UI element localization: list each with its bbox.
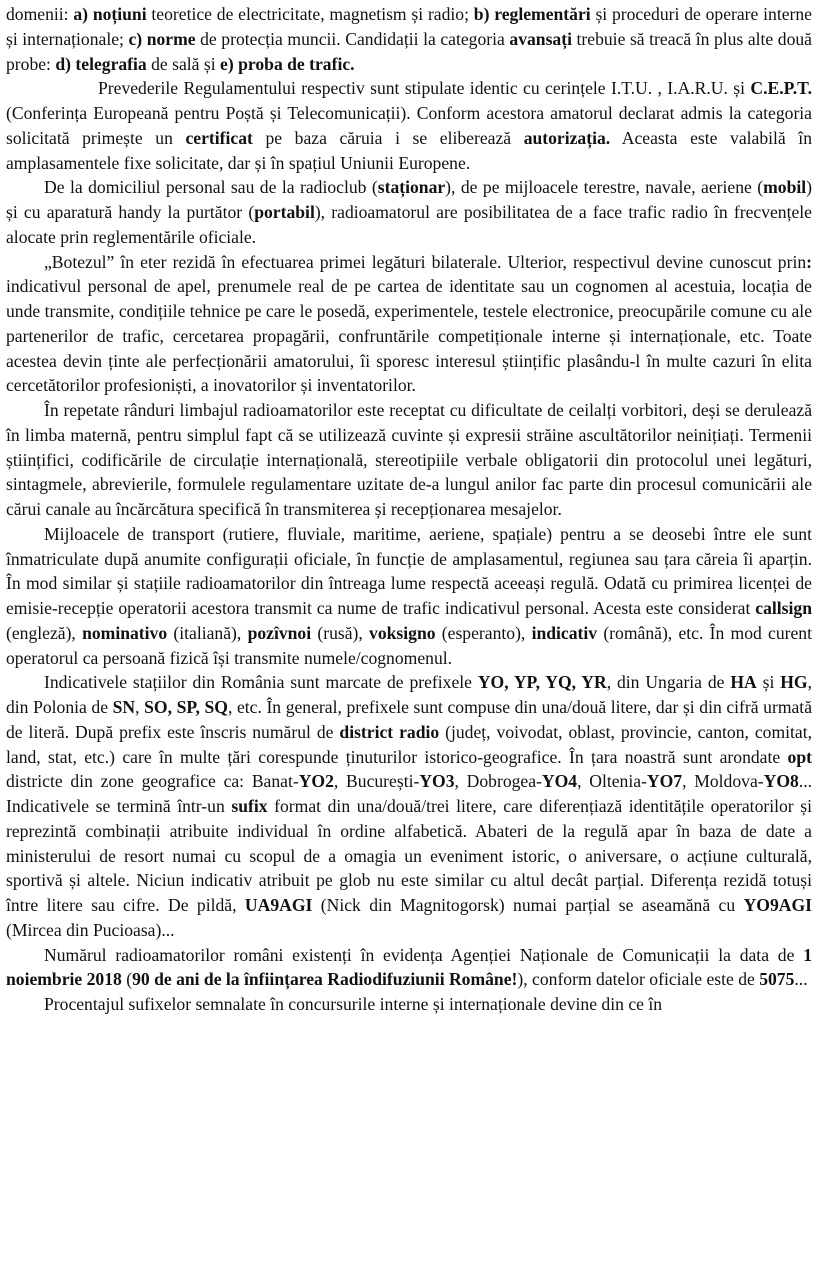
bold-text: portabil: [254, 202, 315, 222]
text-run: (rusă),: [311, 622, 370, 643]
bold-text: YO3: [419, 771, 455, 792]
text-run: Prevederile Regulamentului respectiv sunt stipulate identic cu cerințele I.T.U. , I.A.R.U. și: [98, 78, 751, 99]
paragraph: [6, 992, 812, 1017]
text-run: (română), etc. În mod curent operatorul ca persoană fizică își transmite numele/cognomenul.: [6, 622, 812, 668]
text-run: „Botezul” în eter rezidă în efectuarea primei legături bilaterale. Ulterior, respectivul devine cunoscut prin: [44, 251, 807, 272]
text-run: (esperanto),: [435, 622, 532, 643]
bold-text: YO9AGI: [743, 895, 812, 915]
bold-text: opt: [787, 746, 812, 767]
text-run: , Dobrogea-: [454, 771, 542, 792]
text-run: (Nick din Magnitogorsk) numai parțial se aseamănă cu: [312, 895, 744, 915]
bold-text: certificat: [185, 127, 253, 148]
text-run: (engleză),: [6, 622, 83, 643]
bold-text: c) norme: [128, 28, 196, 49]
text-run: pe baza căruia i se eliberează: [252, 127, 524, 148]
text-run: trebuie să treacă în plus alte două probe:: [6, 28, 812, 74]
bold-text: e) proba de trafic.: [220, 53, 355, 74]
text-run: ), conform datelor oficiale este de: [517, 969, 760, 990]
bold-text: UA9AGI: [244, 895, 313, 915]
text-run: , etc. În general, prefixele sunt compuse din una/două litere, dar și din cifră urmată de literă. După prefix este înscris numărul de: [6, 697, 813, 742]
text-run: , București-: [333, 771, 420, 792]
bold-text: mobil: [763, 177, 807, 198]
bold-text: a) noțiuni: [73, 4, 147, 24]
bold-text: callsign: [755, 598, 812, 618]
text-run: Aceasta este valabilă în amplasamentele fixe solicitate, dar și în spațiul Uniunii Europene.: [6, 127, 812, 173]
bold-text: autorizația.: [523, 127, 611, 148]
paragraph: [6, 943, 812, 993]
bold-text: d) telegrafia: [55, 53, 147, 74]
bold-text: b) reglementări: [473, 4, 591, 24]
bold-text: YO4: [541, 771, 578, 792]
bold-text: :: [806, 251, 812, 272]
bold-text: avansați: [509, 28, 572, 49]
text-run: districte din zone geografice ca: Banat-: [6, 771, 299, 792]
paragraph: [6, 250, 812, 399]
paragraph: [6, 398, 812, 522]
text-run: De la domiciliul personal sau de la radioclub (: [44, 177, 378, 198]
bold-text: YO, YP, YQ, YR: [477, 672, 607, 693]
text-run: și proceduri de operare interne și internaționale;: [6, 4, 812, 49]
text-run: Mijloacele de transport (rutiere, fluviale, maritime, aeriene, spațiale) pentru a se deosebi între ele sunt înmatriculate după anumite configurații oficiale, în funcție de amplasamentul, regiunea sau țara căreia îi aparțin. În mod similar și stațiile radioamatorilor din întreaga lume respectă aceeași regulă. Odată cu primirea licenței de emisie-recepție operatorii acestora transmit ca nume de trafic indicativul personal. Acesta este considerat: [6, 523, 812, 618]
text-run: indicativul personal de apel, prenumele real de pe cartea de identitate sau un cognomen al acestuia, locația de unde transmite, condițiile tehnice pe care le posedă, experimentele, testele electronice, preocupările comune cu ale partenerilor de trafic, cercetarea propagării, confruntările competiționale interne și internaționale, etc. Toate acestea devin ținte ale perfecționării amatorului, îi sporesc interesul științific plasându-l în multe cazuri în elita cercetătorilor profesioniști, a inovatorilor și inventatorilor.: [6, 276, 812, 396]
bold-text: YO7: [646, 771, 683, 792]
text-run: de sală și: [146, 53, 221, 74]
bold-text: nominativo: [82, 622, 168, 643]
text-run: , Moldova-: [682, 771, 764, 792]
text-run: Numărul radioamatorilor români existenți în evidența Agenției Naționale de Comunicații la data de: [44, 944, 804, 965]
bold-text: YO8: [763, 771, 799, 792]
text-run: de protecția muncii. Candidații la categoria: [195, 28, 510, 49]
bold-text: HG: [780, 672, 808, 693]
bold-text: 1 noiembrie 2018: [6, 944, 812, 990]
text-run: ...: [794, 969, 808, 990]
text-run: ), radioamatorul are posibilitatea de a face trafic radio în frecvențele alocate prin reglementările oficiale.: [6, 202, 812, 247]
text-run: În repetate rânduri limbajul radioamatorilor este receptat cu dificultate de ceilalți vorbitori, deși se derulează în limba maternă, pentru simplul fapt că se utilizează cuvinte și expresii străine ascultătorilor neinițiați. Termenii științifici, codificările de circulație internațională, stereotipiile verbale obligatorii din protocolul unei legături, sintagmele, abrevierile, formulele regulamentare uzitate de-a lungul anilor fac parte din procesul comunicării ale cărui canale au încărcătura specifică în transmiterea și recepționarea mesajelor.: [6, 400, 812, 519]
text-run: ,: [135, 697, 145, 717]
bold-text: SO, SP, SQ: [144, 697, 228, 717]
bold-text: district radio: [339, 721, 440, 742]
text-run: ), de pe mijloacele terestre, navale, aeriene (: [445, 177, 764, 198]
bold-text: HA: [730, 672, 757, 693]
paragraph: [6, 2, 812, 76]
bold-text: indicativ: [531, 622, 598, 643]
bold-text: pozîvnoi: [247, 622, 312, 643]
text-run: (: [121, 969, 133, 990]
text-run: domenii:: [6, 4, 74, 24]
text-run: (județ, voivodat, oblast, provincie, canton, comitat, land, stat, etc.) care în multe țări corespunde ținuturilor istorico-geografice. În țara noastră sunt arondate: [6, 721, 813, 767]
text-run: (Mircea din Pucioasa)...: [6, 919, 175, 940]
bold-text: C.E.P.T.: [750, 78, 812, 99]
bold-text: YO2: [298, 771, 334, 792]
paragraph: [6, 175, 812, 249]
text-run: și: [756, 672, 781, 693]
text-run: ) și cu aparatură handy la purtător (: [6, 177, 812, 222]
paragraph: [6, 670, 812, 942]
text-run: teoretice de electricitate, magnetism și radio;: [146, 4, 474, 24]
bold-text: 5075: [759, 969, 795, 990]
text-run: ... Indicativele se termină într-un: [6, 771, 812, 816]
text-run: Procentajul sufixelor semnalate în concursurile interne și internaționale devine din ce în: [44, 994, 663, 1014]
bold-text: SN: [112, 697, 136, 717]
text-run: , din Polonia de: [6, 672, 812, 717]
paragraph: [6, 522, 812, 671]
text-run: , din Ungaria de: [606, 672, 731, 693]
bold-text: voksigno: [369, 622, 436, 643]
bold-text: 90 de ani de la înființarea Radiodifuziunii Române!: [132, 969, 518, 990]
text-run: Indicativele stațiilor din România sunt marcate de prefixele: [44, 672, 478, 693]
bold-text: staționar: [377, 177, 446, 198]
paragraph: [6, 76, 812, 175]
text-run: (Conferința Europeană pentru Poștă și Telecomunicații). Conform acestora amatorul declarat admis la categoria solicitată primește un: [6, 103, 812, 148]
text-run: , Oltenia-: [577, 771, 647, 792]
bold-text: sufix: [231, 796, 268, 816]
text-run: (italiană),: [167, 622, 248, 643]
text-run: format din una/două/trei litere, care diferențiază identitățile operatorilor și reprezintă combinații atribuite individual în ordine alfabetică. Abateri de la regulă apar în baza de date a ministerului de resort numai cu scopul de a omagia un eveniment istoric, o aniversare, o acțiune culturală, sportivă și altele. Niciun indicativ atribuit pe glob nu este similar cu altul decât parțial. Diferența rezidă totuși între litere sau cifre. De pildă,: [6, 796, 812, 915]
